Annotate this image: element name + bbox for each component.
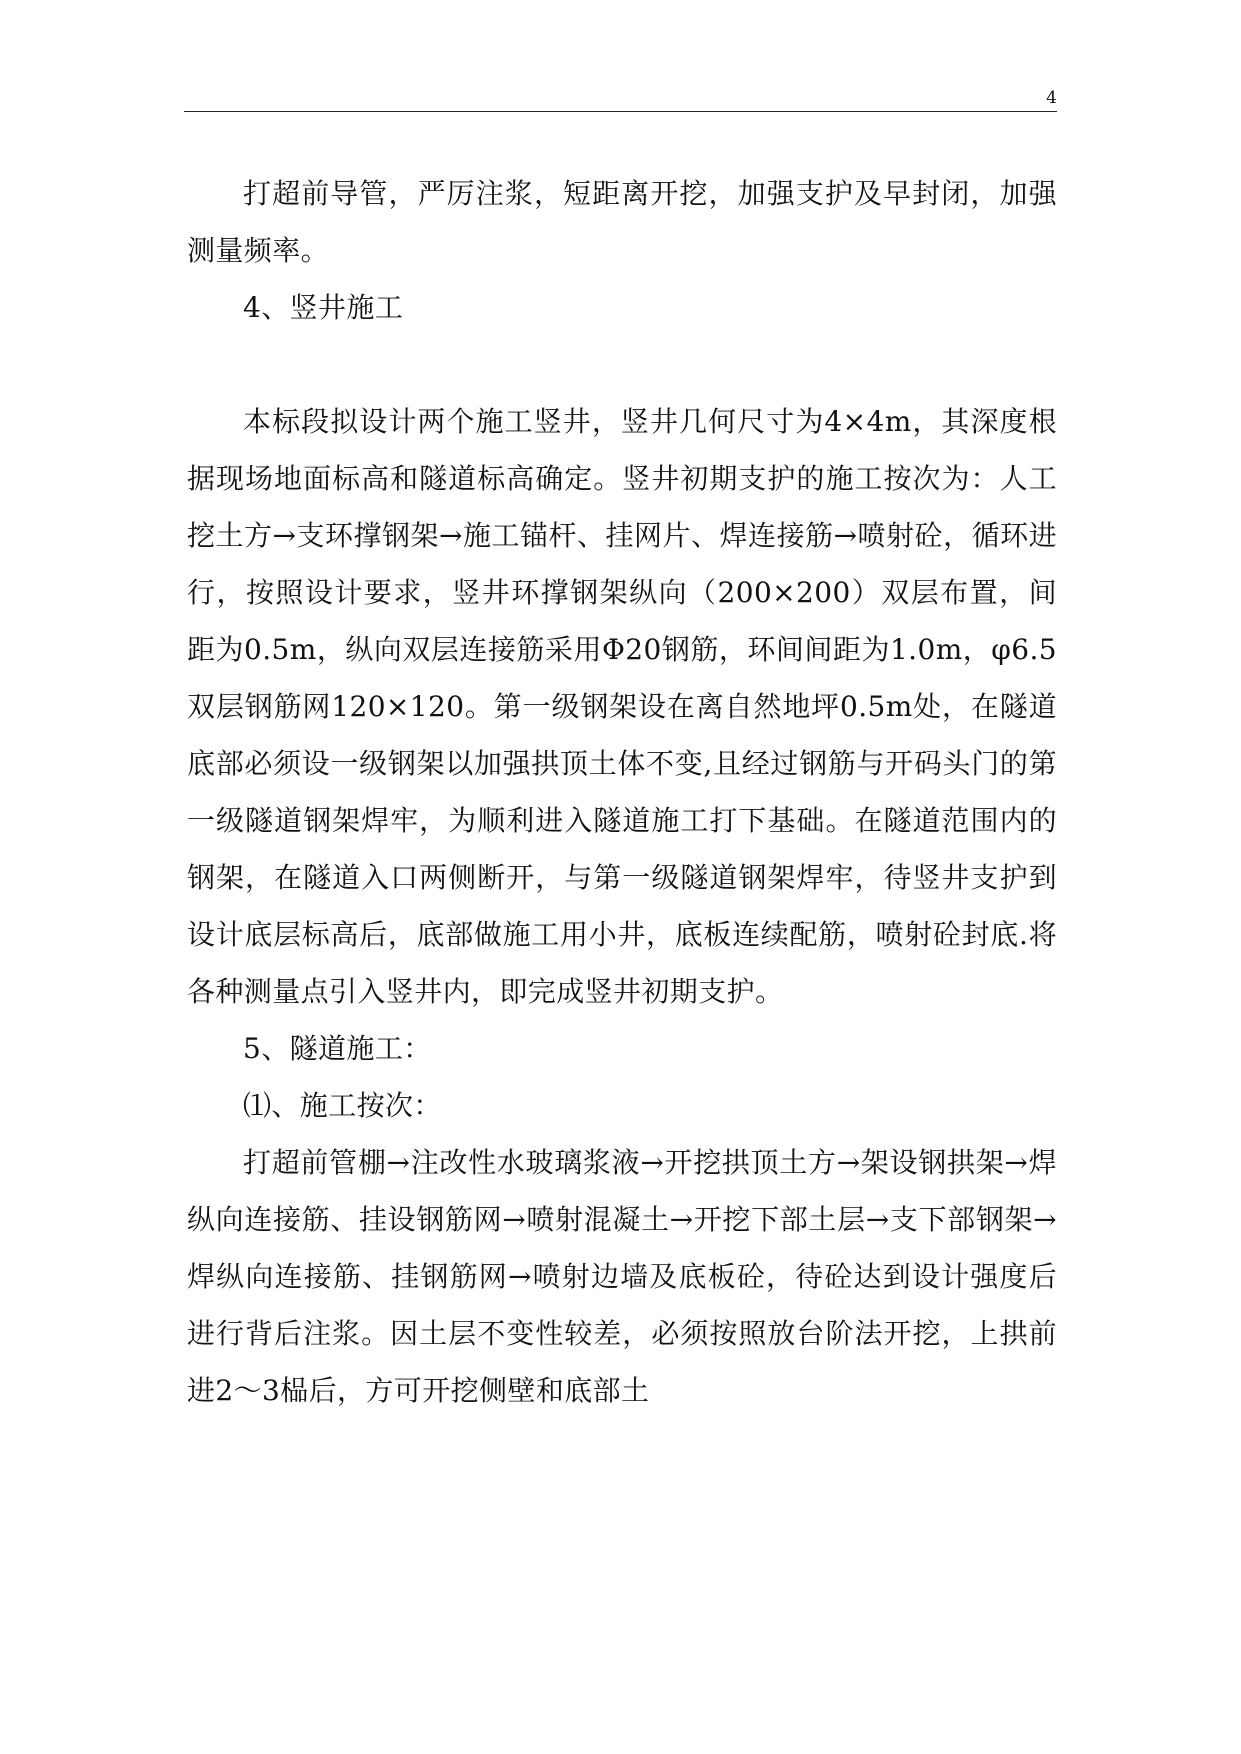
paragraph-tunnel-sequence: 打超前管棚→注改性水玻璃浆液→开挖拱顶土方→架设钢拱架→焊纵向连接筋、挂设钢筋网→喷射混凝土→开挖下部土层→支下部钢架→焊纵向连接筋、挂钢筋网→喷射边墙及底板砼，待砼达到设计强度后进行背后注浆。因土层不变性较差，必须按照放台阶法开挖，上拱前进2～3榀后，方可开挖侧壁和底部土 xyxy=(187,1146,1057,1407)
section-heading-shaft: 4、竖井施工 xyxy=(243,291,404,324)
paragraph-grouting: 打超前导管，严厉注浆，短距离开挖，加强支护及早封闭，加强测量频率。 xyxy=(187,177,1057,267)
document-body xyxy=(187,165,1057,1419)
header-divider xyxy=(184,111,1057,112)
page-number: 4 xyxy=(1046,88,1057,108)
section-heading-tunnel: 5、隧道施工： xyxy=(243,1032,432,1065)
subsection-heading-sequence: ⑴、施工按次： xyxy=(243,1089,442,1122)
paragraph-shaft-construction: 本标段拟设计两个施工竖井，竖井几何尺寸为4×4m，其深度根据现场地面标高和隧道标高确定。竖井初期支护的施工按次为：人工挖土方→支环撑钢架→施工锚杆、挂网片、焊连接筋→喷射砼，循环进行，按照设计要求，竖井环撑钢架纵向（200×200）双层布置，间距为0.5m，纵向双层连接筋采用Φ20钢筋，环间间距为1.0m，φ6.5双层钢筋网120×120。第一级钢架设在离自然地坪0.5m处，在隧道底部必须设一级钢架以加强拱顶土体不变,且经过钢筋与开码头门的第一级隧道钢架焊牢，为顺利进入隧道施工打下基础。在隧道范围内的钢架，在隧道入口两侧断开，与第一级隧道钢架焊牢，待竖井支护到设计底层标高后，底部做施工用小井，底板连续配筋，喷射砼封底.将各种测量点引入竖井内，即完成竖井初期支护。 xyxy=(187,405,1057,1008)
